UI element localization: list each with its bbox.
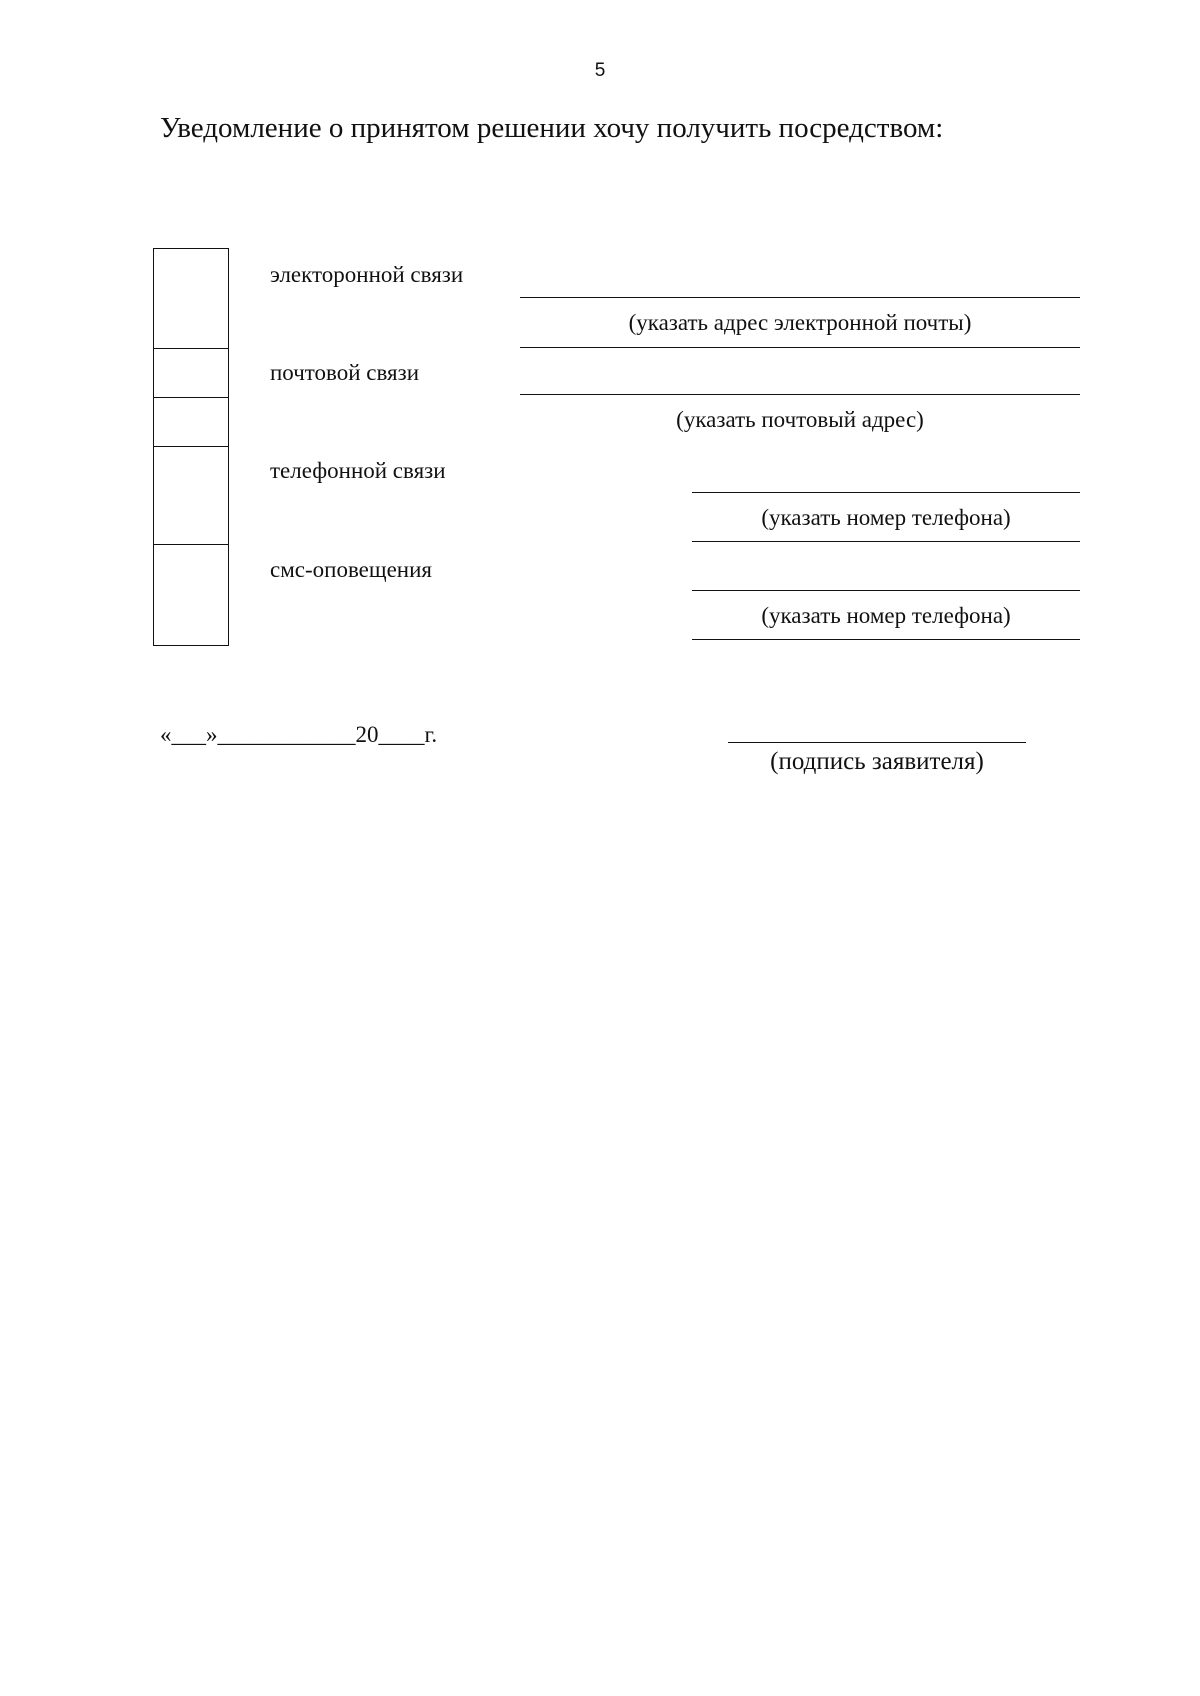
sms-hint: (указать номер телефона) <box>761 603 1011 628</box>
postal-hint: (указать почтовый адрес) <box>676 407 924 432</box>
checkbox-postal[interactable] <box>153 348 229 399</box>
page-number: 5 <box>594 60 606 81</box>
email-input-line-2[interactable] <box>520 347 1080 348</box>
sms-input-line[interactable] <box>692 590 1080 591</box>
checkbox-email[interactable] <box>153 248 229 350</box>
date-field[interactable]: «___»____________20____г. <box>160 722 438 747</box>
signature-line[interactable] <box>728 742 1026 743</box>
section-heading: Уведомление о принятом решении хочу получить посредством: <box>160 112 944 144</box>
phone-input-line-2[interactable] <box>692 541 1080 542</box>
option-label-email: электоронной связи <box>270 262 464 287</box>
phone-input-line[interactable] <box>692 492 1080 493</box>
option-label-phone: телефонной связи <box>270 458 446 483</box>
postal-input-line[interactable] <box>520 394 1080 395</box>
checkbox-sms[interactable] <box>153 544 229 646</box>
signature-caption: (подпись заявителя) <box>770 748 984 775</box>
phone-hint: (указать номер телефона) <box>761 505 1011 530</box>
checkbox-postal-extra[interactable] <box>153 397 229 448</box>
email-input-line[interactable] <box>520 297 1080 298</box>
option-label-sms: смс-оповещения <box>270 557 432 582</box>
email-hint: (указать адрес электронной почты) <box>628 310 972 335</box>
checkbox-phone[interactable] <box>153 446 229 546</box>
sms-input-line-2[interactable] <box>692 639 1080 640</box>
option-label-postal: почтовой связи <box>270 360 420 385</box>
